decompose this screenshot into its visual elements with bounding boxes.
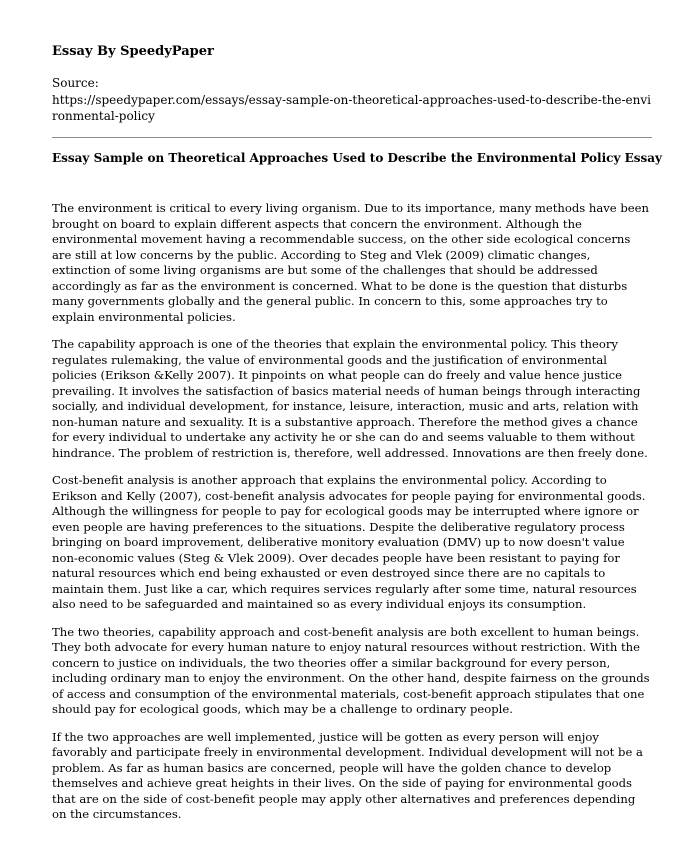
source-url: https://speedypaper.com/essays/essay-sample-on-theoretical-approaches-used-to-describe-the-environmental-policy [52,93,651,123]
paragraph-2: The capability approach is one of the theories that explain the environmental policy. This theory regulates rulemaking, the value of environmental goods and the justification of environmental policies (Erikson &Kelly 2007). It pinpoints on what people can do freely and value hence justice prevailing. It involves the satisfaction of basics material needs of human beings through interacting socially, and individual development, for instance, leisure, interaction, music and arts, relation with non-human nature and sexuality. It is a substantive approach. Therefore the method gives a chance for every individual to undertake any activity he or she can do and seems valuable to them without hindrance. The problem of restriction is, therefore, well addressed. Innovations are then freely done. [52,337,648,460]
document-header-title: Essay By SpeedyPaper [52,44,214,59]
paragraph-4: The two theories, capability approach and cost-benefit analysis are both excellent to human beings. They both advocate for every human nature to enjoy natural resources without restriction. With the concern to justice on individuals, the two theories offer a similar background for every person, including ordinary man to enjoy the environment. On the other hand, despite fairness on the grounds of access and consumption of the environmental materials, cost-benefit approach stipulates that one should pay for ecological goods, which may be a challenge to ordinary people. [52,624,650,716]
essay-body [52,201,652,835]
paragraph-1: The environment is critical to every living organism. Due to its importance, many methods have been brought on board to explain different aspects that concern the environment. Although the environmental movement having a recommendable success, on the other side ecological concerns are still at low concerns by the public. According to Steg and Vlek (2009) climatic changes, extinction of some living organisms are but some of the challenges that should be addressed accordingly as far as the environment is concerned. What to be done is the question that disturbs many governments globally and the general public. In concern to this, some approaches try to explain environmental policies. [52,201,649,324]
source-label: Source: [52,76,99,90]
paragraph-5: If the two approaches are well implemented, justice will be gotten as every person will enjoy favorably and participate freely in environmental development. Individual development will not be a problem. As far as human basics are concerned, people will have the golden chance to develop themselves and achieve great heights in their lives. On the side of paying for environmental goods that are on the side of cost-benefit people may apply other alternatives and preferences depending on the circumstances. [52,729,643,821]
paragraph-3: Cost-benefit analysis is another approach that explains the environmental policy. According to Erikson and Kelly (2007), cost-benefit analysis advocates for people paying for environmental goods. Although the willingness for people to pay for ecological goods may be interrupted where ignore or even people are having preferences to the situations. Despite the deliberative regulatory process bringing on board improvement, deliberative monitory evaluation (DMV) up to now doesn't value non-economic values (Steg & Vlek 2009). Over decades people have been resistant to paying for natural resources which end being exhausted or even destroyed since there are no capitals to maintain them. Just like a car, which requires services regularly after some time, natural resources also need to be safeguarded and maintained so as every individual enjoys its consumption. [52,473,646,611]
essay-title: Essay Sample on Theoretical Approaches Used to Describe the Environmental Policy Essay [52,151,663,165]
header-divider [52,137,652,138]
